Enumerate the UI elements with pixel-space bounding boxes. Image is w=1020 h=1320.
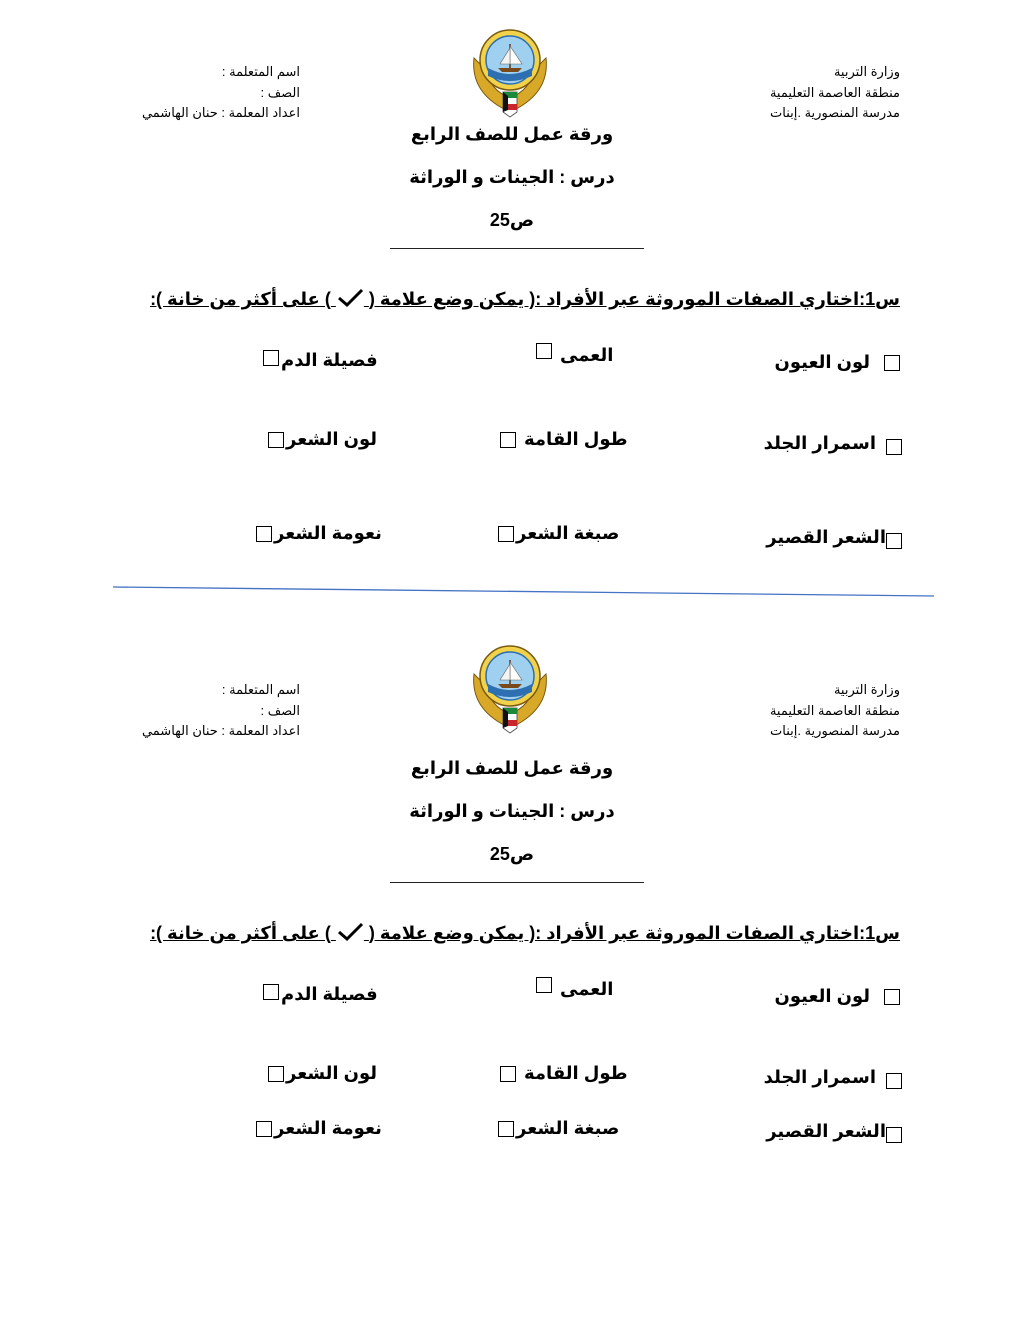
- checkbox[interactable]: [886, 1073, 902, 1089]
- question-prefix: س1:اختاري الصفات الموروثة عبر الأفراد :( يمكن وضع علامة (: [368, 289, 900, 309]
- option-label: لون العيون: [774, 352, 870, 372]
- checkbox[interactable]: [263, 984, 279, 1000]
- checkbox[interactable]: [884, 989, 900, 1005]
- option-eye-color[interactable]: [775, 986, 901, 1007]
- checkbox[interactable]: [498, 1121, 514, 1137]
- option-hair-color[interactable]: [268, 1063, 377, 1084]
- school-info: [770, 680, 900, 742]
- option-label: الشعر القصير: [766, 1120, 886, 1141]
- option-label: العمى: [560, 979, 614, 999]
- title-underline: [390, 882, 644, 883]
- checkmark-icon: [336, 922, 364, 942]
- worksheet-title: ورقة عمل للصف الرابع: [410, 758, 614, 778]
- prepared-by-label: اعداد المعلمة : حنان الهاشمي: [141, 105, 300, 120]
- checkbox[interactable]: [886, 1127, 902, 1143]
- district-label: منطقة العاصمة التعليمية: [769, 84, 900, 100]
- option-label: نعومة الشعر: [274, 523, 382, 543]
- option-label: فصيلة الدم: [281, 350, 378, 370]
- option-label: اسمرار الجلد: [763, 432, 876, 453]
- student-name-label: اسم المتعلمة :: [221, 682, 300, 697]
- option-blindness[interactable]: [536, 979, 613, 1000]
- lesson-title: درس : الجينات و الوراثة: [409, 801, 615, 821]
- student-name-label: اسم المتعلمة :: [221, 64, 300, 79]
- option-label: طول القامة: [524, 429, 628, 449]
- option-blood-type[interactable]: [263, 984, 378, 1005]
- option-label: اسمرار الجلد: [763, 1066, 876, 1087]
- option-label: طول القامة: [524, 1063, 628, 1083]
- checkbox[interactable]: [268, 1066, 284, 1082]
- class-label: الصف :: [260, 84, 300, 100]
- page-number: ص25: [489, 210, 535, 230]
- worksheet-bottom: [0, 634, 1020, 1194]
- option-short-hair[interactable]: [766, 1119, 902, 1143]
- option-label: فصيلة الدم: [281, 984, 378, 1004]
- option-height[interactable]: [500, 1063, 628, 1084]
- checkbox[interactable]: [536, 977, 552, 993]
- page-number: ص25: [489, 844, 535, 864]
- question-prefix: س1:اختاري الصفات الموروثة عبر الأفراد :( يمكن وضع علامة (: [368, 923, 900, 943]
- student-info: [128, 680, 300, 742]
- question-1: [150, 922, 900, 944]
- district-label: منطقة العاصمة التعليمية: [769, 702, 900, 718]
- option-label: صبغة الشعر: [516, 1118, 620, 1138]
- page-divider: [0, 0, 1020, 610]
- option-label: نعومة الشعر: [274, 1118, 382, 1138]
- prepared-by-label: اعداد المعلمة : حنان الهاشمي: [141, 723, 300, 738]
- question-suffix: ) على أكثر من خانة ):: [150, 289, 331, 309]
- option-label: العمى: [560, 345, 614, 365]
- checkbox[interactable]: [500, 1066, 516, 1082]
- worksheet-title: ورقة عمل للصف الرابع: [410, 124, 614, 144]
- question-suffix: ) على أكثر من خانة ):: [150, 923, 331, 943]
- option-label: الشعر القصير: [766, 526, 886, 547]
- option-label: لون الشعر: [286, 1063, 378, 1083]
- option-hair-softness[interactable]: [256, 1118, 382, 1139]
- option-label: لون العيون: [774, 986, 870, 1006]
- option-hair-dye[interactable]: [498, 1118, 619, 1139]
- lesson-title: درس : الجينات و الوراثة: [409, 167, 615, 187]
- ministry-label: وزارة التربية: [833, 64, 900, 79]
- kuwait-emblem-icon: [470, 640, 550, 734]
- ministry-label: وزارة التربية: [833, 682, 900, 697]
- option-label: لون الشعر: [286, 429, 378, 449]
- option-label: صبغة الشعر: [516, 523, 620, 543]
- school-label: مدرسة المنصورية .إبنات: [770, 723, 900, 738]
- class-label: الصف :: [260, 702, 300, 718]
- checkbox[interactable]: [256, 1121, 272, 1137]
- school-label: مدرسة المنصورية .إبنات: [770, 105, 900, 120]
- option-skin-tanning[interactable]: [764, 1065, 902, 1089]
